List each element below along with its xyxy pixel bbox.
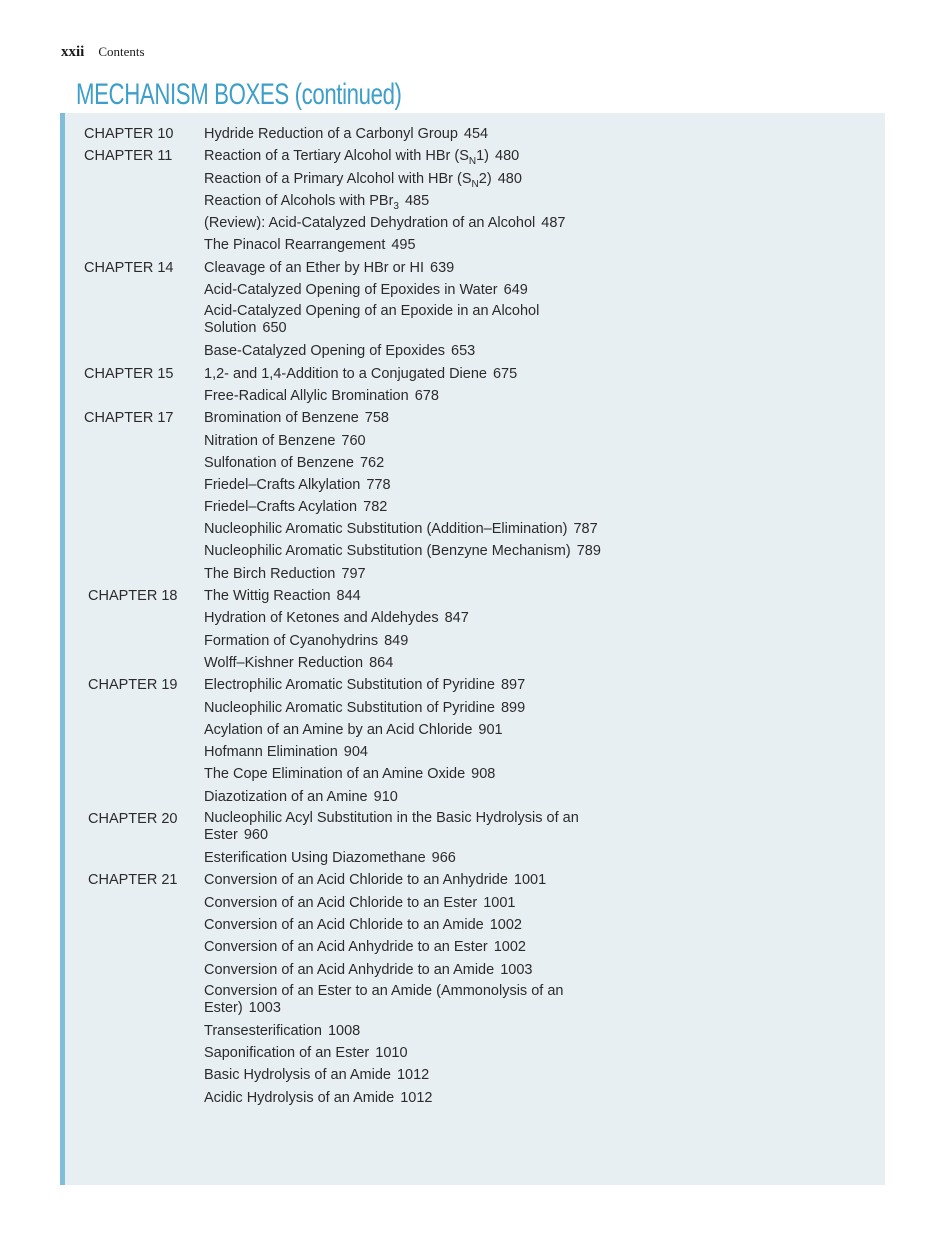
list-item	[84, 892, 864, 914]
page-reference: 844	[336, 588, 361, 605]
chapter-label	[84, 847, 204, 869]
mechanism-title: Conversion of an Acid Chloride to an Ester	[204, 894, 478, 911]
page-reference: 454	[463, 126, 489, 142]
page-reference: 1008	[327, 1022, 361, 1039]
chapter-label: CHAPTER 20	[88, 811, 178, 828]
chapter-label: CHAPTER 21	[88, 872, 178, 889]
chapter-label	[84, 234, 204, 256]
chapter-label	[84, 697, 204, 719]
mechanism-entry	[204, 541, 624, 563]
list-item	[84, 363, 864, 385]
mechanism-entry	[204, 847, 864, 869]
page-reference: 653	[451, 343, 476, 360]
chapter-label	[84, 959, 204, 981]
list-item	[84, 168, 864, 190]
mechanism-entry	[204, 914, 864, 936]
mechanism-entry	[204, 786, 864, 808]
list-item	[84, 936, 864, 958]
page-reference: 678	[414, 387, 439, 404]
page-reference: 480	[495, 148, 520, 165]
chapter-label	[84, 474, 204, 496]
mechanism-title: Friedel–Crafts Acylation	[204, 499, 358, 516]
chapter-label	[84, 1020, 204, 1042]
chapter-label	[84, 452, 204, 474]
list-item	[84, 145, 864, 167]
chapter-label	[84, 630, 204, 652]
chapter-label	[84, 190, 204, 212]
page-reference: 849	[384, 632, 409, 649]
mechanism-entry	[204, 363, 864, 385]
chapter-label	[84, 786, 204, 808]
page-reference: 899	[500, 699, 526, 716]
page-reference: 762	[359, 454, 385, 471]
chapter-label	[84, 541, 204, 563]
mechanism-entry	[204, 212, 864, 234]
list-item	[84, 301, 864, 340]
list-item	[84, 1087, 864, 1109]
chapter-label	[84, 652, 204, 674]
chapter-label	[84, 1087, 204, 1109]
mechanism-title: Bromination of Benzene	[204, 410, 359, 427]
mechanism-entry	[204, 279, 864, 301]
mechanism-entry	[204, 1042, 864, 1064]
mechanism-title: Nucleophilic Aromatic Substitution (Benzyne Mechanism)	[204, 542, 571, 559]
mechanism-title: Hofmann Elimination	[204, 744, 338, 761]
mechanism-title: Saponification of an Ester	[204, 1045, 370, 1062]
list-item	[84, 808, 864, 847]
chapter-label: CHAPTER 11	[84, 148, 173, 165]
list-item	[84, 630, 864, 652]
mechanism-entry	[204, 1020, 864, 1042]
list-item	[84, 541, 864, 563]
mechanism-title: Electrophilic Aromatic Substitution of Pyridine	[204, 677, 495, 694]
mechanism-title: Hydride Reduction of a Carbonyl Group	[204, 126, 458, 142]
mechanism-title: Reaction of Alcohols with PBr	[204, 192, 394, 209]
page-reference: 847	[444, 610, 469, 627]
list-item	[84, 847, 864, 869]
page-reference: 897	[500, 677, 526, 694]
mechanism-entry	[204, 123, 864, 145]
list-item	[84, 585, 864, 607]
list-item	[84, 607, 864, 629]
page-reference: 650	[262, 320, 287, 337]
mechanism-entry	[204, 607, 864, 629]
mechanism-title: Reaction of a Primary Alcohol with HBr (S	[204, 170, 472, 187]
list-item	[84, 279, 864, 301]
page-reference: 649	[503, 282, 528, 299]
mechanism-title: Free-Radical Allylic Bromination	[204, 387, 409, 404]
mechanism-title: Wolff–Kishner Reduction	[204, 654, 364, 671]
list-item	[84, 452, 864, 474]
subscript: 3	[393, 200, 399, 212]
mechanism-entry	[204, 697, 864, 719]
mechanism-entry	[204, 407, 864, 429]
chapter-label: CHAPTER 19	[88, 677, 178, 694]
chapter-label: CHAPTER 14	[84, 259, 174, 276]
chapter-label: CHAPTER 17	[84, 410, 174, 427]
page-reference: 1012	[400, 1089, 433, 1106]
page-reference: 675	[492, 365, 518, 382]
mechanism-entry	[204, 496, 864, 518]
chapter-label	[84, 1042, 204, 1064]
mechanism-title: Acylation of an Amine by an Acid Chloride	[204, 721, 473, 738]
mechanism-title: Cleavage of an Ether by HBr or HI	[204, 259, 425, 276]
page-reference: 487	[541, 215, 566, 232]
page-reference: 910	[373, 788, 398, 805]
chapter-label	[84, 719, 204, 741]
page-reference: 480	[497, 170, 522, 187]
mechanism-entry	[204, 385, 864, 407]
mechanism-title: Nitration of Benzene	[204, 432, 336, 449]
mechanism-title: Friedel–Crafts Alkylation	[204, 477, 361, 494]
mechanism-entry	[204, 869, 864, 891]
mechanism-title: Conversion of an Acid Chloride to an Amide	[204, 916, 484, 933]
chapter-label	[84, 496, 204, 518]
mechanism-title: The Pinacol Rearrangement	[204, 237, 386, 254]
mechanism-title: The Wittig Reaction	[204, 588, 331, 605]
mechanism-entry	[204, 741, 864, 763]
mechanism-entry	[204, 234, 864, 256]
list-item	[84, 385, 864, 407]
chapter-label	[84, 914, 204, 936]
mechanism-entry	[204, 168, 864, 190]
chapter-label	[84, 981, 204, 1020]
box-title: MECHANISM BOXES (continued)	[76, 78, 402, 111]
mechanism-entry	[204, 585, 864, 607]
page-reference: 1012	[396, 1067, 430, 1084]
list-item	[84, 959, 864, 981]
chapter-label	[84, 430, 204, 452]
chapter-label	[84, 519, 204, 541]
list-item	[84, 1020, 864, 1042]
mechanism-entry	[204, 145, 864, 167]
mechanism-entry	[204, 981, 624, 1020]
mechanism-entry	[204, 257, 864, 279]
chapter-label	[84, 936, 204, 958]
page-reference: 778	[366, 477, 391, 494]
mechanism-title: The Cope Elimination of an Amine Oxide	[204, 766, 466, 783]
subscript: N	[471, 178, 479, 190]
page-reference: 485	[404, 192, 430, 209]
mechanism-title: Transesterification	[204, 1022, 322, 1039]
mechanism-list	[84, 123, 864, 1109]
list-item	[84, 763, 864, 785]
mechanism-title: Hydration of Ketones and Aldehydes	[204, 610, 439, 627]
mechanism-title: 1,2- and 1,4-Addition to a Conjugated Diene	[204, 365, 487, 382]
list-item	[84, 697, 864, 719]
page-reference: 1003	[248, 999, 281, 1016]
page-reference: 789	[576, 542, 601, 559]
chapter-label	[84, 279, 204, 301]
running-header	[61, 44, 145, 61]
list-item	[84, 1064, 864, 1086]
mechanism-entry	[204, 959, 864, 981]
mechanism-title: Conversion of an Acid Chloride to an Anhydride	[204, 872, 508, 889]
list-item	[84, 340, 864, 362]
page-reference: 901	[478, 721, 503, 738]
chapter-label	[84, 168, 204, 190]
page-number: xxii	[61, 44, 85, 60]
list-item	[84, 786, 864, 808]
list-item	[84, 234, 864, 256]
mechanism-title: Conversion of an Ester to an Amide (Ammonolysis of an Ester)	[204, 982, 564, 1016]
mechanism-title: Diazotization of an Amine	[204, 788, 368, 805]
chapter-label: CHAPTER 15	[84, 365, 174, 382]
mechanism-entry	[204, 674, 864, 696]
page-reference: 864	[369, 654, 394, 671]
list-item	[84, 190, 864, 212]
mechanism-entry	[204, 763, 864, 785]
list-item	[84, 1042, 864, 1064]
mechanism-title: Base-Catalyzed Opening of Epoxides	[204, 343, 446, 360]
list-item	[84, 869, 864, 891]
mechanism-entry	[204, 519, 624, 541]
mechanism-entry	[204, 936, 864, 958]
page-reference: 639	[430, 259, 455, 276]
mechanism-entry	[204, 1064, 864, 1086]
mechanism-entry	[204, 630, 864, 652]
list-item	[84, 981, 864, 1020]
chapter-label	[84, 741, 204, 763]
mechanism-title: The Birch Reduction	[204, 565, 336, 582]
chapter-label	[84, 563, 204, 585]
list-item	[84, 674, 864, 696]
mechanism-entry	[204, 301, 624, 340]
page-reference: 1001	[513, 872, 547, 889]
page-reference: 1002	[493, 939, 526, 956]
mechanism-title: Formation of Cyanohydrins	[204, 632, 379, 649]
chapter-label	[84, 301, 204, 340]
mechanism-title: (Review): Acid-Catalyzed Dehydration of an Alcohol	[204, 215, 536, 232]
mechanism-title: Nucleophilic Aromatic Substitution of Pyridine	[204, 699, 495, 716]
chapter-label	[84, 340, 204, 362]
list-item	[84, 212, 864, 234]
mechanism-entry	[204, 1087, 864, 1109]
list-item	[84, 719, 864, 741]
page-reference: 1003	[500, 961, 533, 978]
chapter-label	[84, 212, 204, 234]
running-title: Contents	[98, 44, 145, 59]
page-reference: 495	[391, 237, 416, 254]
subscript: N	[468, 156, 477, 168]
mechanism-title: Basic Hydrolysis of an Amide	[204, 1067, 391, 1084]
mechanism-entry	[204, 563, 864, 585]
chapter-label	[84, 892, 204, 914]
chapter-label	[84, 607, 204, 629]
mechanism-title: Reaction of a Tertiary Alcohol with HBr (S	[204, 148, 469, 165]
mechanism-entry	[204, 892, 864, 914]
chapter-label: CHAPTER 18	[88, 588, 178, 605]
mechanism-entry	[204, 190, 864, 212]
mechanism-title-suffix: 1)	[476, 148, 490, 165]
chapter-label	[84, 385, 204, 407]
chapter-label	[84, 763, 204, 785]
list-item	[84, 914, 864, 936]
list-item	[84, 563, 864, 585]
mechanism-title: Acidic Hydrolysis of an Amide	[204, 1089, 395, 1106]
page-reference: 760	[341, 432, 366, 449]
page-reference: 782	[363, 499, 388, 516]
page-reference: 1010	[375, 1045, 408, 1062]
mechanism-entry	[204, 452, 864, 474]
mechanism-entry	[204, 808, 624, 847]
mechanism-title: Acid-Catalyzed Opening of an Epoxide in an Alcohol Solution	[204, 303, 540, 337]
page-reference: 908	[471, 766, 496, 783]
list-item	[84, 430, 864, 452]
mechanism-title: Nucleophilic Acyl Substitution in the Basic Hydrolysis of an Ester	[204, 810, 579, 844]
page-reference: 960	[243, 827, 269, 844]
mechanism-entry	[204, 340, 864, 362]
mechanism-title: Esterification Using Diazomethane	[204, 850, 426, 867]
page-reference: 904	[343, 744, 368, 761]
mechanism-title: Conversion of an Acid Anhydride to an Amide	[204, 961, 495, 978]
mechanism-title-suffix: 2)	[478, 170, 492, 187]
list-item	[84, 519, 864, 541]
mechanism-entry	[204, 474, 864, 496]
list-item	[84, 474, 864, 496]
page-reference: 758	[364, 410, 389, 427]
mechanism-title: Sulfonation of Benzene	[204, 454, 354, 471]
list-item	[84, 407, 864, 429]
mechanism-entry	[204, 652, 864, 674]
chapter-label: CHAPTER 10	[84, 126, 174, 142]
list-item	[84, 123, 864, 145]
page-reference: 1001	[483, 894, 516, 911]
mechanism-entry	[204, 719, 864, 741]
list-item	[84, 652, 864, 674]
page-reference: 1002	[489, 916, 522, 933]
list-item	[84, 741, 864, 763]
mechanism-entry	[204, 430, 864, 452]
list-item	[84, 496, 864, 518]
page-reference: 966	[431, 850, 456, 867]
mechanism-title: Acid-Catalyzed Opening of Epoxides in Water	[204, 282, 498, 299]
mechanism-title: Nucleophilic Aromatic Substitution (Addition–Elimination)	[204, 520, 568, 537]
chapter-label	[84, 1064, 204, 1086]
list-item	[84, 257, 864, 279]
page-reference: 797	[341, 565, 366, 582]
page-reference: 787	[573, 520, 598, 537]
mechanism-title: Conversion of an Acid Anhydride to an Ester	[204, 939, 488, 956]
